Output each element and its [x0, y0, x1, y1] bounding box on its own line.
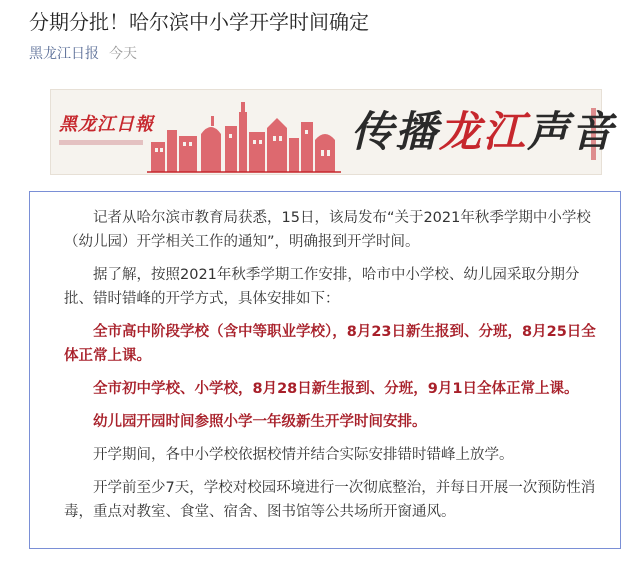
highlight-middle-primary: 全市初中学校、小学校，8月28日新生报到、分班，9月1日全体正常上课。	[93, 381, 579, 397]
publish-date: 今天	[109, 46, 137, 62]
source-link[interactable]: 黑龙江日报	[29, 46, 99, 62]
highlight-high-school: 全市高中阶段学校（含中等职业学校），8月23日新生报到、分班，8月25日全体正常上课。	[64, 324, 596, 364]
paragraph-6: 开学期间，各中小学校依据校情并结合实际安排错时错峰上放学。	[93, 447, 514, 463]
slogan-part-2: 龙江	[439, 107, 528, 156]
highlight-kindergarten: 幼儿园开园时间参照小学一年级新生开学时间安排。	[93, 414, 427, 430]
banner-slogan	[351, 106, 615, 158]
article-title: 分期分批！哈尔滨中小学开学时间确定	[29, 10, 369, 34]
slogan-part-1: 传播	[351, 107, 440, 156]
paragraph-2: 据了解，按照2021年秋季学期工作安排，哈市中小学校、幼儿园采取分期分批、错时错峰的开学方式，具体安排如下：	[64, 267, 580, 307]
header-banner-image	[50, 89, 616, 175]
newspaper-logo: 黑龙江日報	[59, 114, 154, 135]
paragraph-1: 记者从哈尔滨市教育局获悉，15日，该局发布“关于2021年秋季学期中小学校（幼儿园）开学相关工作的通知”，明确报到开学时间。	[64, 210, 591, 250]
article-meta	[29, 44, 137, 64]
paragraph-7: 开学前至少7天，学校对校园环境进行一次彻底整治，并每日开展一次预防性消毒，重点对教室、食堂、宿舍、图书馆等公共场所开窗通风。	[64, 480, 596, 520]
article-body	[29, 191, 621, 549]
slogan-part-3: 声音	[527, 107, 616, 156]
